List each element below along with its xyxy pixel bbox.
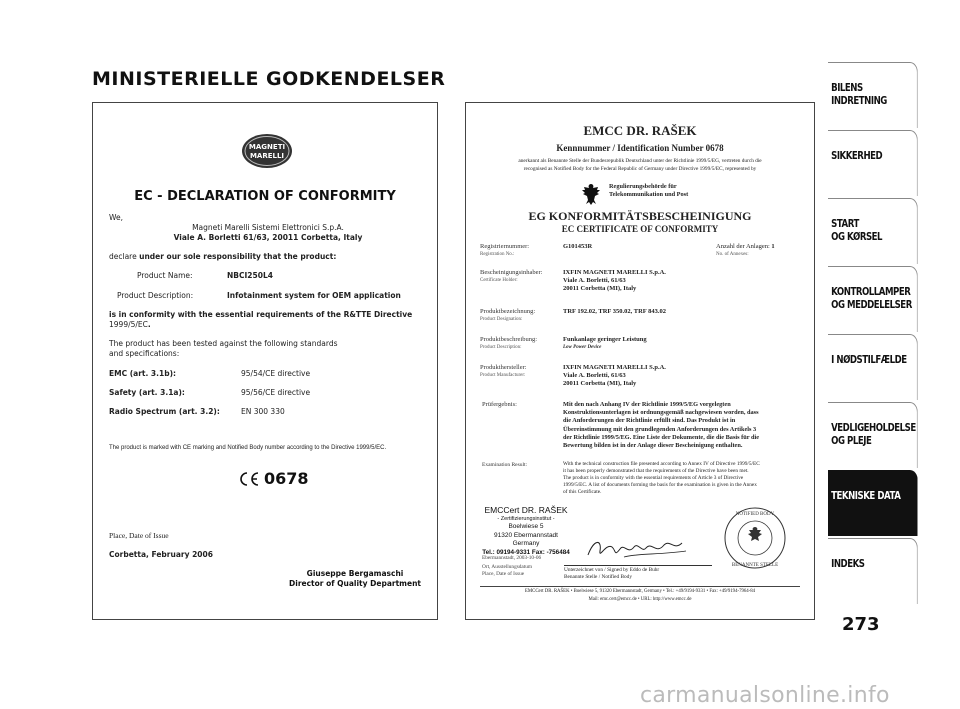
footer-contact: Mail: emc.cert@emcc.de • URL: http://www.emcc.de xyxy=(588,597,692,602)
magneti-marelli-logo xyxy=(241,133,293,169)
result-text-en: With the technical construction file presented according to Annex IV of Directive 1999/5/EC it has been properly demonstrated that the requirements of the Directive have been met. The product is in conformity with the essential requirements of Article 3 of Directive 1999/5/EC. A list of documents forming the basis for the examination is given in the Annex of this Certificate. xyxy=(563,461,760,495)
conformity-statement: is in conformity with the essential requirements of the R&TTE Directive 1999/5/EC. xyxy=(109,310,413,329)
ce-marking-note: The product is marked with CE marking and Notified Body number according to the Directive 1999/5/EC. xyxy=(109,445,387,451)
signatory-name: Giuseppe Bergamaschi xyxy=(306,569,404,578)
standard-value: 95/56/CE directive xyxy=(241,388,311,397)
place-date-label: Place, Date of Issue xyxy=(109,531,169,540)
designation-value: TRF 192.02, TRF 350.02, TRF 843.02 xyxy=(563,308,667,315)
manufacturer-label: Produkthersteller: Product Manufacturer: xyxy=(480,364,527,378)
tab-bilens-indretning[interactable]: BILENS INDRETNING xyxy=(828,62,918,128)
description-label: Produktbeschreibung: Product Description: xyxy=(480,336,538,350)
issue-place-label: Ort, Ausstellungsdatum Place, Date of Issue xyxy=(482,564,533,577)
tab-indeks[interactable]: INDEKS xyxy=(828,538,918,604)
signed-by: Unterzeichnet von / Signed by Eddo de Buhr Benannte Stelle / Notified Body xyxy=(564,567,660,580)
notified-body-seal xyxy=(720,503,790,573)
tab-start-og-korsel[interactable]: START OG KØRSEL xyxy=(828,198,918,264)
watermark: carmanualsonline.info xyxy=(640,683,890,708)
result-text-de: Mit den nach Anhang IV der Richtlinie 1999/5/EG vorgelegten Konstruktionsunterlagen ist ordnungsgemäß nachgewiesen worden, dass die Anforderungen der Richtlinie erfüllt sind. Das Produkt ist in Übereinstimmung mit den grundlegenden Anforderungen des Artikels 3 der Richtlinie 1999/5/EG. Eine Liste der Dokumente, die die Basis für die Bewertung bilden ist in der Anlage dieser Bescheinigung enthalten. xyxy=(563,401,760,450)
svg-text:MARELLI: MARELLI xyxy=(249,152,285,160)
standard-label: Safety (art. 3.1a): xyxy=(109,388,185,397)
signatory-title: Director of Quality Department xyxy=(289,579,421,588)
tab-vedligeholdelse[interactable]: VEDLIGEHOLDELSE OG PLEJE xyxy=(828,402,918,468)
footer-address: EMCCert DR. RAŠEK • Boelwiese 5, 91320 Ebermannstadt, Germany • Tel.: +49/9194-9331 • Fax: +49/9194-7964-84 xyxy=(524,589,756,594)
eg-certificate-title: EG KONFORMITÄTSBESCHEINIGUNG xyxy=(528,209,752,223)
product-description-label: Product Description: xyxy=(117,291,194,300)
signature-line xyxy=(564,565,712,566)
registration-label: Registriernummer: Registration No.: xyxy=(480,243,530,257)
product-description-value: Infotainment system for OEM application xyxy=(227,291,401,300)
recognition-de: anerkannt als Benannte Stelle der Bundesrepublik Deutschland unter der Richtlinie 1999/5/EG, vertreten durch die xyxy=(518,158,762,164)
svg-text:MAGNETI: MAGNETI xyxy=(248,143,286,151)
company-address: Viale A. Borletti 61/63, 20011 Corbetta, Italy xyxy=(173,233,363,242)
ec-declaration-certificate xyxy=(92,102,438,620)
result-label-en: Examination Result: xyxy=(482,462,528,468)
company-stamp: EMCCert DR. RAŠEK - Zertifizierungsinstitut - Boelwiese 5 91320 Ebermannstadt Germany Tel.: 09194-9331 Fax: -756484 xyxy=(482,505,570,556)
page-title: MINISTERIELLE GODKENDELSER xyxy=(92,68,446,90)
we-text: We, xyxy=(109,213,123,222)
standard-label: Radio Spectrum (art. 3.2): xyxy=(109,407,220,416)
manufacturer-value: IXFIN MAGNETI MARELLI S.p.A. Viale A. Borletti, 61/63 20011 Corbetta (MI), Italy xyxy=(563,364,666,387)
issue-place-date: Ebermannstadt, 2003-10-06 xyxy=(482,555,542,561)
standard-label: EMC (art. 3.1b): xyxy=(109,369,177,378)
emcc-header: EMCC DR. RAŠEK xyxy=(583,123,697,138)
ce-marking xyxy=(239,469,309,488)
identification-number: Kennnummer / Identification Number 0678 xyxy=(556,143,724,153)
standard-value: 95/54/CE directive xyxy=(241,369,311,378)
tested-statement: The product has been tested against the following standards and specifications: xyxy=(109,339,338,358)
authority-name: Regulierungsbehörde für Telekommunikation und Post xyxy=(609,183,689,198)
product-name-label: Product Name: xyxy=(137,271,193,280)
notified-body-number: 0678 xyxy=(264,469,309,488)
company-name: Magneti Marelli Sistemi Elettronici S.p.A. xyxy=(192,223,344,232)
tab-sikkerhed[interactable]: SIKKERHED xyxy=(828,130,918,196)
place-date-value: Corbetta, February 2006 xyxy=(109,550,213,559)
emcc-certificate xyxy=(465,102,815,620)
svg-text:BENANNTE STELLE: BENANNTE STELLE xyxy=(731,563,779,568)
result-label: Prüfergebnis: xyxy=(482,401,517,408)
ce-mark-icon xyxy=(239,471,261,487)
tab-tekniske-data[interactable]: TEKNISKE DATA xyxy=(828,470,918,536)
product-name-value: NBCI250L4 xyxy=(227,271,273,280)
recognition-en: recognised as Notified Body for the Federal Republic of Germany under Directive 1999/5/EC, represented by xyxy=(523,166,757,172)
holder-value: IXFIN MAGNETI MARELLI S.p.A. Viale A. Borletti, 61/63 20011 Corbetta (MI), Italy xyxy=(563,269,666,292)
page-number: 273 xyxy=(842,614,880,635)
handwritten-signature xyxy=(584,533,694,565)
ec-certificate-title: EC CERTIFICATE OF CONFORMITY xyxy=(561,224,719,234)
designation-label: Produktbezeichnung: Product Designation: xyxy=(480,308,536,322)
description-value: Funkanlage geringer Leistung Low Power Device xyxy=(563,336,647,350)
tab-i-nodstilfaelde[interactable]: I NØDSTILFÆLDE xyxy=(828,334,918,400)
tab-kontrollamper[interactable]: KONTROLLAMPER OG MEDDELELSER xyxy=(828,266,918,332)
holder-label: Bescheinigungsinhaber: Certificate Holder: xyxy=(480,269,543,283)
declare-line: declare under our sole responsibility that the product: xyxy=(109,252,337,261)
federal-eagle-icon xyxy=(580,181,602,207)
annex-count: Anzahl der Anlagen: 1 No. of Annexes: xyxy=(716,243,775,257)
standard-value: EN 300 330 xyxy=(241,407,285,416)
signatory-block xyxy=(289,569,421,589)
declaration-title: EC - DECLARATION OF CONFORMITY xyxy=(134,189,396,204)
footer-divider xyxy=(480,586,800,587)
svg-text:NOTIFIED BODY: NOTIFIED BODY xyxy=(735,512,775,517)
registration-value: G101453R xyxy=(563,243,593,250)
